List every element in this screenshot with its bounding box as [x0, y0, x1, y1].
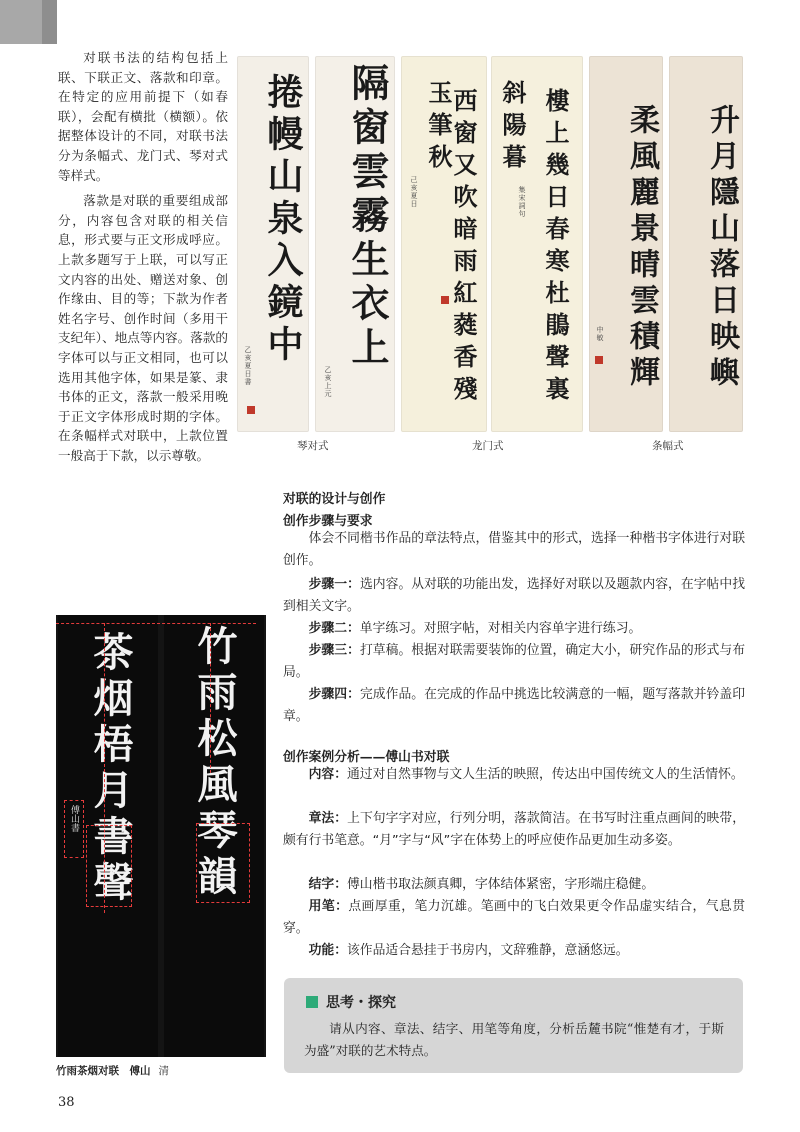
corner-tab-light — [0, 0, 42, 44]
section-heading: 对联的设计与创作 — [283, 492, 386, 507]
think-title: 思考・探究 — [326, 995, 396, 1011]
square-icon — [306, 996, 318, 1008]
seal-icon — [595, 356, 603, 364]
page-number: 38 — [58, 1095, 75, 1110]
analysis-structure: 结字：傅山楷书取法颜真卿，字体结体紧密，字形端庄稳健。 — [308, 877, 655, 892]
seal-icon — [441, 296, 449, 304]
caption-tiao: 条幅式 — [652, 440, 684, 452]
rubbing-right-chars: 竹雨松風琴韻 — [191, 625, 238, 901]
step-2: 步骤二：单字练习。对照字帖，对相关内容单字进行练习。 — [308, 621, 642, 636]
analysis-layout: 章法：上下句字字对应，行列分明，落款简洁。在书写时注重点画间的映带，颇有行书笔意。“月”字与“风”字在体势上的呼应使作品更加生动多姿。 — [283, 811, 746, 849]
caption-qin: 琴对式 — [297, 440, 329, 452]
tiao-scroll-1: 柔風麗景晴雲積輝 中敏 — [589, 56, 663, 432]
left-intro-text — [58, 48, 228, 465]
step-3: 步骤三：打草稿。根据对联需要装饰的位置，确定大小，研究作品的形式与布局。 — [283, 643, 746, 681]
rubbing-left-chars: 茶烟梧月書聲 — [87, 631, 134, 907]
intro-paragraph-1: 对联书法的结构包括上联、下联正文、落款和印章。在特定的应用前提下（如春联），会配有横批（横额）。依据整体设计的不同，对联书法分为条幅式、龙门式、琴对式等样式。 — [58, 50, 228, 183]
long-scroll-1: 玉筆秋 西窗又吹暗雨紅蕤香殘 己亥夏日 — [401, 56, 487, 432]
step-1: 步骤一：选内容。从对联的功能出发，选择好对联以及题款内容，在字帖中找到相关文字。 — [283, 577, 746, 615]
analysis-function: 功能：该作品适合悬挂于书房内，文辞雅静，意涵悠远。 — [308, 943, 629, 958]
subheading-case: 创作案例分析——傅山书对联 — [283, 750, 450, 765]
rubbing-signature: 傅山書 — [69, 805, 79, 832]
qin-scroll-left: 隔窗雲霧生衣上 乙亥上元 — [315, 56, 395, 432]
analysis-content: 内容：通过对自然事物与文人生活的映照，传达出中国传统文人的生活情怀。 — [308, 767, 744, 782]
rubbing-caption: 竹雨茶烟对联 傅山 清 — [56, 1065, 169, 1077]
think-body: 请从内容、章法、结字、用笔等角度，分析岳麓书院“惟楚有才，于斯为盛”对联的艺术特点。 — [304, 1021, 724, 1058]
seal-icon — [247, 406, 255, 414]
intro-paragraph-2: 落款是对联的重要组成部分，内容包含对联的相关信息，形式要与正文形成呼应。上款多题写于上联，可以写正文内容的出处、赠送对象、创作缘由、目的等；下款为作者姓名字号、创作时间（多用干支纪年）、地点等内容。落款的字体可以与正文相同，也可以选用其他字体，如果是篆、隶书体的正文，落款一般采用晚于正文字体形成时期的字体。在条幅样式对联中，上款位置一般高于下款，以示尊敬。 — [58, 193, 229, 463]
step-4: 步骤四：完成作品。在完成的作品中挑选比较满意的一幅，题写落款并钤盖印章。 — [283, 687, 746, 725]
caption-long: 龙门式 — [472, 440, 504, 452]
long-scroll-2: 斜陽暮 樓上幾日春寒杜鵑聲裏 集宋詞句 — [491, 56, 583, 432]
intro-paragraph: 体会不同楷书作品的章法特点，借鉴其中的形式，选择一种楷书字体进行对联创作。 — [283, 531, 745, 569]
analysis-brushwork: 用笔：点画厚重，笔力沉雄。笔画中的飞白效果更令作品虚实结合，气息贯穿。 — [283, 899, 746, 937]
think-explore-box — [284, 978, 743, 1073]
couplet-style-figure — [237, 56, 743, 432]
subheading-steps: 创作步骤与要求 — [283, 514, 373, 529]
tiao-scroll-2: 升月隱山落日映嶼 — [669, 56, 743, 432]
qin-scroll-right: 捲幔山泉入鏡中 乙亥夏日書 — [237, 56, 309, 432]
fu-shan-couplet-rubbing — [56, 615, 266, 1057]
